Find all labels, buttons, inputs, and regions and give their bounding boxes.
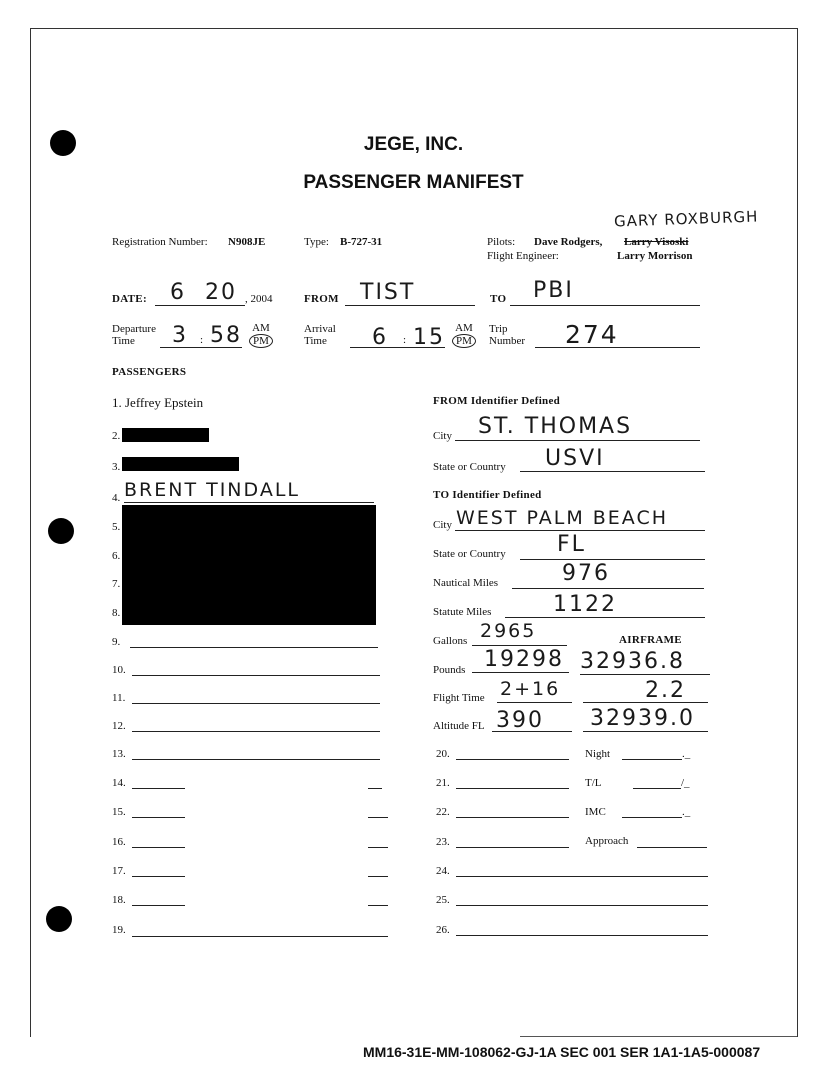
airframe-label: AIRFRAME xyxy=(619,634,682,646)
passenger-num-5: 5. xyxy=(112,521,121,533)
to-city-value: WEST PALM BEACH xyxy=(456,507,669,529)
from-line xyxy=(345,305,475,306)
engineer-value: Larry Morrison xyxy=(617,250,693,262)
engineer-label: Flight Engineer: xyxy=(487,250,559,262)
approach-line xyxy=(637,847,707,848)
from-state-value: USVI xyxy=(545,446,605,471)
pilot-2-struck: Larry Visoski xyxy=(624,236,689,248)
passenger-num-6: 6. xyxy=(112,550,121,562)
to-city-line xyxy=(455,530,705,531)
extra-num-25: 25. xyxy=(436,894,450,906)
from-state-line xyxy=(520,471,705,472)
altitude-line xyxy=(492,731,572,732)
passenger-num-8: 8. xyxy=(112,607,121,619)
trip-line xyxy=(535,347,700,348)
arrival-label-line2: Time xyxy=(304,335,327,347)
to-state-label: State or Country xyxy=(433,548,506,560)
date-day: 20 xyxy=(205,280,237,305)
date-line xyxy=(155,305,245,306)
pilots-label: Pilots: xyxy=(487,236,516,248)
from-city-label: City xyxy=(433,430,452,442)
extra-line xyxy=(456,876,708,877)
passenger-line-tail xyxy=(368,817,388,818)
from-label: FROM xyxy=(304,293,339,305)
registration-value: N908JE xyxy=(228,236,266,248)
from-state-label: State or Country xyxy=(433,461,506,473)
passenger-line xyxy=(132,731,380,732)
altitude-airframe: 32939.0 xyxy=(590,706,695,731)
approach-label: Approach xyxy=(585,835,629,847)
passenger-line-short xyxy=(132,847,185,848)
redaction-block xyxy=(122,505,376,625)
trip-label-line2: Number xyxy=(489,335,526,347)
passenger-line-tail xyxy=(368,905,388,906)
passenger-line-short xyxy=(132,905,185,906)
extra-num-22: 22. xyxy=(436,806,450,818)
to-identifier-heading: TO Identifier Defined xyxy=(433,489,542,501)
night-line xyxy=(622,759,682,760)
extra-line xyxy=(456,935,708,936)
statute-label: Statute Miles xyxy=(433,606,492,618)
to-city-label: City xyxy=(433,519,452,531)
passenger-num-19: 19. xyxy=(112,924,126,936)
night-suffix: ._ xyxy=(682,748,691,760)
altitude-label: Altitude FL xyxy=(433,720,485,732)
passenger-line xyxy=(132,936,388,937)
arrival-colon: : xyxy=(403,334,407,346)
passenger-line xyxy=(130,647,378,648)
passenger-name-4: BRENT TINDALL xyxy=(124,479,300,501)
statute-value: 1122 xyxy=(553,592,617,617)
flight-time-airframe-line xyxy=(583,702,708,703)
trip-label-line1: Trip xyxy=(489,323,508,335)
pounds-line xyxy=(472,672,569,673)
bates-number: MM16-31E-MM-108062-GJ-1A SEC 001 SER 1A1-1A5-000087 xyxy=(363,1044,761,1060)
passenger-line xyxy=(132,703,380,704)
flight-time-line xyxy=(497,702,572,703)
imc-suffix: ._ xyxy=(682,806,691,818)
extra-line xyxy=(456,847,569,848)
passenger-line xyxy=(132,759,380,760)
passenger-num-15: 15. xyxy=(112,806,126,818)
document-title: PASSENGER MANIFEST xyxy=(303,172,524,193)
trip-label xyxy=(489,323,525,347)
from-value: TIST xyxy=(360,280,416,305)
imc-line xyxy=(622,817,682,818)
pounds-value: 19298 xyxy=(484,647,564,672)
passenger-line-short xyxy=(132,817,185,818)
departure-hour: 3 xyxy=(172,323,188,348)
extra-line xyxy=(456,759,569,760)
arrival-label xyxy=(304,323,336,347)
passenger-line-tail xyxy=(368,876,388,877)
departure-label-line1: Departure xyxy=(112,323,156,335)
passenger-line-short xyxy=(132,876,185,877)
passenger-num-10: 10. xyxy=(112,664,126,676)
passenger-num-11: 11. xyxy=(112,692,126,704)
statute-line xyxy=(505,617,705,618)
departure-minute: 58 xyxy=(210,323,242,348)
arrival-line xyxy=(350,347,445,348)
arrival-ampm xyxy=(452,322,476,348)
punch-hole-bottom xyxy=(46,906,72,932)
passenger-num-16: 16. xyxy=(112,836,126,848)
departure-ampm xyxy=(249,322,273,348)
altitude-value: 390 xyxy=(496,708,544,733)
gallons-value: 2965 xyxy=(480,620,537,642)
night-label: Night xyxy=(585,748,611,760)
punch-hole-middle xyxy=(48,518,74,544)
from-city-line xyxy=(455,440,700,441)
gallons-line xyxy=(472,645,567,646)
passenger-line-4 xyxy=(124,502,374,503)
departure-colon: : xyxy=(200,334,204,346)
redaction-box xyxy=(122,457,239,471)
departure-label-line2: Time xyxy=(112,335,135,347)
passenger-num: 1. xyxy=(112,395,122,410)
pounds-airframe-line xyxy=(580,674,710,675)
arrival-label-line1: Arrival xyxy=(304,323,336,335)
to-line xyxy=(510,305,700,306)
to-state-line xyxy=(520,559,705,560)
from-identifier-heading: FROM Identifier Defined xyxy=(433,395,561,407)
flight-time-airframe: 2.2 xyxy=(645,678,686,703)
date-month: 6 xyxy=(170,280,186,305)
arrival-pm-circled: PM xyxy=(452,334,476,348)
passenger-num-3: 3. xyxy=(112,461,121,473)
tl-label: T/L xyxy=(585,777,602,789)
arrival-minute: 15 xyxy=(413,325,445,350)
extra-line xyxy=(456,788,569,789)
extra-line xyxy=(456,817,569,818)
tl-line xyxy=(633,788,681,789)
nautical-line xyxy=(512,588,704,589)
passenger-num-7: 7. xyxy=(112,578,121,590)
gallons-label: Gallons xyxy=(433,635,468,647)
page-border-bottom xyxy=(520,1036,797,1037)
date-label: DATE: xyxy=(112,293,147,305)
passenger-line-tail xyxy=(368,847,388,848)
departure-label xyxy=(112,323,156,347)
passengers-heading: PASSENGERS xyxy=(112,366,187,378)
registration-label: Registration Number: xyxy=(112,236,208,248)
altitude-airframe-line xyxy=(583,731,708,732)
passenger-line-short xyxy=(132,788,185,789)
passenger-num-9: 9. xyxy=(112,636,121,648)
pounds-label: Pounds xyxy=(433,664,466,676)
company-name: JEGE, INC. xyxy=(363,134,464,155)
departure-am: AM xyxy=(252,322,270,334)
flight-time-label: Flight Time xyxy=(433,692,485,704)
extra-num-23: 23. xyxy=(436,836,450,848)
passenger-num-13: 13. xyxy=(112,748,126,760)
from-city-value: ST. THOMAS xyxy=(478,414,633,439)
passenger-row xyxy=(112,395,203,411)
departure-line xyxy=(160,347,242,348)
redaction-box xyxy=(122,428,209,442)
extra-num-24: 24. xyxy=(436,865,450,877)
type-label: Type: xyxy=(304,236,329,248)
passenger-line xyxy=(132,675,380,676)
passenger-line-tail xyxy=(368,788,382,789)
extra-line xyxy=(456,905,708,906)
imc-label: IMC xyxy=(585,806,606,818)
to-label: TO xyxy=(490,293,507,305)
passenger-num-17: 17. xyxy=(112,865,126,877)
date-year: , 2004 xyxy=(245,293,273,305)
departure-pm-circled: PM xyxy=(249,334,273,348)
passenger-name: Jeffrey Epstein xyxy=(125,395,204,410)
extra-num-26: 26. xyxy=(436,924,450,936)
flight-time-value: 2+16 xyxy=(500,678,561,700)
passenger-num-12: 12. xyxy=(112,720,126,732)
type-value: B-727-31 xyxy=(340,236,383,248)
tl-suffix: /_ xyxy=(681,777,690,789)
handwritten-pilot: GARY ROXBURGH xyxy=(613,207,759,231)
arrival-hour: 6 xyxy=(372,325,388,350)
passenger-num-2: 2. xyxy=(112,430,121,442)
passenger-num-14: 14. xyxy=(112,777,126,789)
nautical-label: Nautical Miles xyxy=(433,577,499,589)
arrival-am: AM xyxy=(455,322,473,334)
passenger-num-4: 4. xyxy=(112,492,121,504)
trip-number: 274 xyxy=(565,320,619,349)
passenger-num-18: 18. xyxy=(112,894,126,906)
extra-num-21: 21. xyxy=(436,777,450,789)
to-value: PBI xyxy=(533,278,574,303)
to-state-value: FL xyxy=(557,532,586,557)
nautical-value: 976 xyxy=(562,561,610,586)
pounds-airframe: 32936.8 xyxy=(580,649,685,674)
pilot-1: Dave Rodgers, xyxy=(534,236,603,248)
extra-num-20: 20. xyxy=(436,748,450,760)
